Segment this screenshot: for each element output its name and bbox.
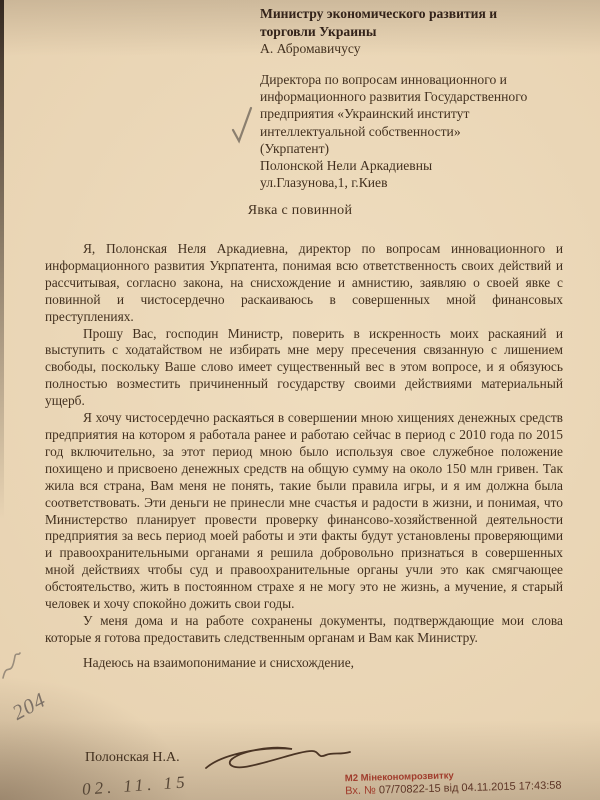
- paragraph: Я, Полонская Неля Аркадиевна, директор по вопросам инновационного и информационного развития Укрпатента, понимая всю ответственность своих действий и рассчитывая, согласно закона, на снисхождение и амнистию, заявляю о своей явке с повинной и чистосердечно раскаиваюсь в совершенных мной финансовых преступлениях.: [45, 241, 563, 324]
- sender-line: Директора по вопросам инновационного и: [260, 72, 507, 87]
- sender-line: ул.Глазунова,1, г.Киев: [260, 175, 388, 191]
- stamp-number-value: 07/70822-15 від 04.11.2015 17:43:58: [378, 779, 562, 797]
- sender-line: информационного развития Государственного: [260, 89, 528, 105]
- signature-row: [85, 750, 485, 766]
- recipient-line: Министру экономического развития и: [260, 6, 498, 21]
- recipient-line: торговли Украины: [260, 23, 377, 39]
- paragraph: Я хочу чистосердечно раскаяться в совершении мною хищениях денежных средств предприятия на котором я работала ранее и работаю сейчас в период с 2010 года по 2015 год включительно, за этот период мною было используя свое служебное положение похищено и присвоено денежных средств на общую сумму на около 150 млн гривен. Так жила вся страна, Вам меня не понять, такие были правила игры, и я им должна была соответствовать. Эти деньги не принесли мне счастья и радости в жизни, и понимая, что Министерство планирует провести проверку финансово-хозяйственной деятельности предприятия за весь период моей работы и эти факты будут установлены проверяющими и правоохранительными органами я решила добровольно признаться в совершенных мной действиях чтобы суд и правоохранительные органы учли это как смягчающее обстоятельство, жить в постоянном страхе я не могу это не жизнь, а мучение, я старый человек и хочу спокойно дожить свои годы.: [45, 410, 563, 612]
- stamp-org-line: М2 Мінекономрозвитку: [344, 770, 454, 785]
- photo-left-edge-shadow: [0, 0, 4, 520]
- handwritten-page-number: 204: [8, 687, 50, 725]
- letter-body: [45, 241, 563, 672]
- paragraph: Прошу Вас, господин Министр, поверить в искренность моих раскаяний и выступить с ходатайством не избирать мне меру пресечения связанную с лишением свободы, поскольку Ваше слово имеет существенный вес в этом вопросе, и я обязуюсь полностью возместить причиненный государству своими действиями материальный ущерб.: [45, 325, 563, 409]
- closing-line: Надеюсь на взаимопонимание и снисхождение,: [83, 654, 354, 670]
- margin-scribble-mark: [0, 650, 22, 689]
- sender-line: Полонской Нели Аркадиевны: [260, 158, 433, 174]
- handwritten-checkmark-icon: [230, 106, 254, 149]
- sender-line: интеллектуальной собственности»: [260, 123, 461, 139]
- handwritten-date: 02. 11. 15: [81, 772, 190, 799]
- recipient-block: [260, 5, 580, 58]
- handwritten-signature: [200, 742, 360, 781]
- document-title: Явка с повинной: [247, 203, 353, 218]
- registration-stamp: [345, 767, 591, 797]
- recipient-name: А. Абромавичусу: [260, 41, 361, 56]
- stamp-inbox-label: Вх. №: [345, 784, 376, 798]
- sender-line: (Укрпатент): [260, 140, 330, 156]
- paragraph: У меня дома и на работе сохранены документы, подтверждающие мои слова которые я готова предоставить следственным органам и Вам как Министру.: [45, 612, 563, 645]
- sender-line: предприятия «Украинский институт: [260, 106, 470, 122]
- signature-name: Полонская Н.А.: [85, 750, 180, 765]
- sender-block: [260, 71, 590, 191]
